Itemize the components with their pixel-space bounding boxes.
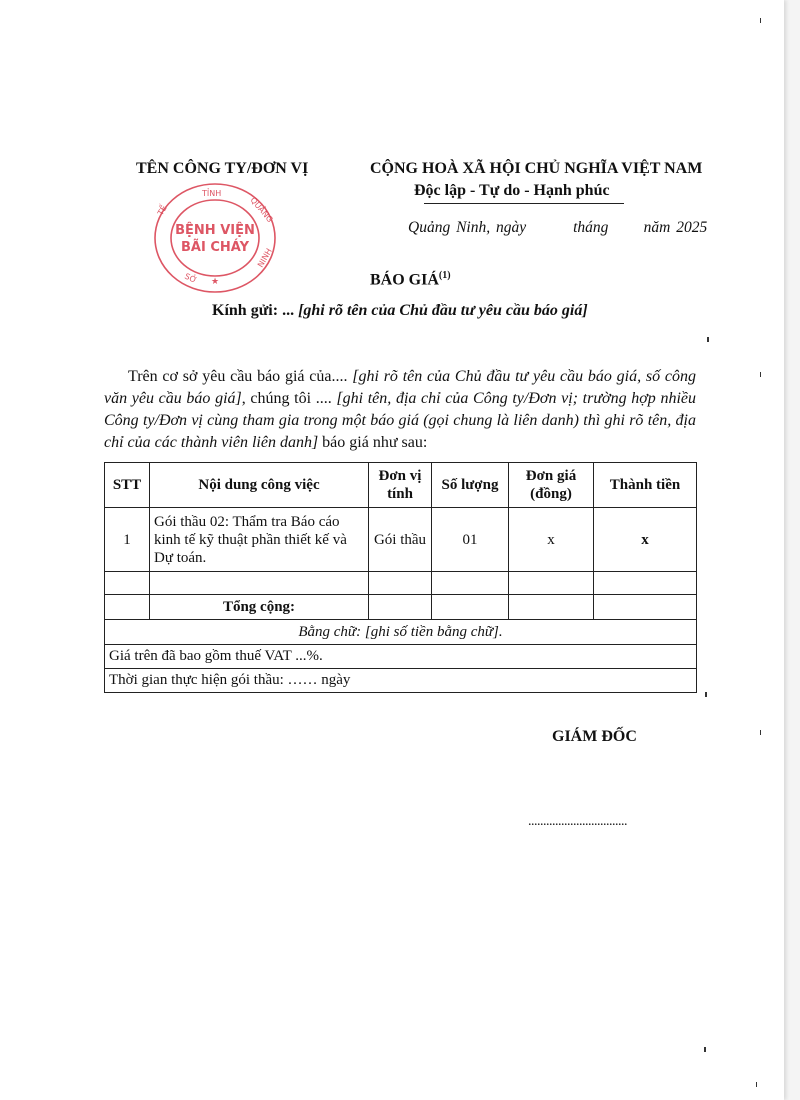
table-row-total [105, 595, 697, 620]
empty-cell [509, 595, 594, 620]
table-header-row [105, 463, 697, 508]
scan-speck [707, 337, 709, 342]
empty-cell [594, 595, 697, 620]
header-content: Nội dung công việc [150, 463, 369, 508]
empty-cell [150, 572, 369, 595]
empty-cell [369, 572, 432, 595]
amount-in-words: Bằng chữ: [ghi số tiền bằng chữ]. [105, 620, 697, 645]
empty-cell [594, 572, 697, 595]
intro-part3: , chúng tôi .... [241, 390, 337, 407]
vat-note: Giá trên đã bao gồm thuế VAT ...%. [105, 645, 697, 669]
seal-arc-bottom: SỞ [183, 271, 199, 286]
recipient-value: [ghi rõ tên của Chủ đầu tư yêu cầu báo giá] [298, 302, 588, 319]
cell-unit-price: x [509, 508, 594, 572]
signature-line: ................................. [528, 814, 627, 829]
table-row-vat [105, 645, 697, 669]
cell-unit: Gói thầu [369, 508, 432, 572]
duration-note: Thời gian thực hiện gói thầu: …… ngày [105, 669, 697, 693]
scan-speck [705, 692, 707, 697]
intro-part2: [ghi rõ tên của Chủ đầu tư yêu cầu báo giá, số công văn yêu cầu báo giá] [104, 368, 697, 407]
cell-stt: 1 [105, 508, 150, 572]
national-title: CỘNG HOÀ XÃ HỘI CHỦ NGHĨA VIỆT NAM [370, 160, 703, 177]
hospital-seal-stamp [150, 180, 280, 296]
header-unit-price: Đơn giá (đồng) [509, 463, 594, 508]
seal-line2: BÃI CHÁY [181, 240, 249, 255]
seal-arc-left: TẾ [155, 203, 169, 217]
seal-arc-right2: NINH [255, 246, 274, 269]
empty-cell [432, 572, 509, 595]
scan-speck [756, 1082, 757, 1087]
empty-cell [369, 595, 432, 620]
company-name: TÊN CÔNG TY/ĐƠN VỊ [136, 160, 309, 177]
scan-speck [760, 18, 761, 23]
document-title [370, 270, 451, 289]
intro-part1: Trên cơ sở yêu cầu báo giá của.... [128, 368, 353, 385]
title-footnote: (1) [438, 270, 451, 281]
seal-line1: BỆNH VIỆN [175, 223, 255, 238]
header-quantity: Số lượng [432, 463, 509, 508]
table-row [105, 508, 697, 572]
scan-speck [760, 730, 761, 735]
quotation-table [104, 462, 697, 693]
seal-arc-right: QUẢNG [248, 195, 275, 225]
header-unit: Đơn vị tính [369, 463, 432, 508]
document-title-text: BÁO GIÁ [370, 271, 439, 289]
empty-cell [509, 572, 594, 595]
intro-part4: [ghi tên, địa chỉ của Công ty/Đơn vị; trường hợp nhiều Công ty/Đơn vị cùng tham gia trong một báo giá (gọi chung là liên danh) thì ghi rõ tên, địa chỉ của các thành viên liên danh] [104, 390, 696, 451]
motto-underline [424, 203, 624, 204]
place-date: Quảng Ninh, ngày tháng năm 2025 [408, 219, 708, 236]
table-row-duration [105, 669, 697, 693]
intro-paragraph [104, 366, 696, 454]
intro-part5: báo giá như sau: [318, 434, 428, 451]
national-motto: Độc lập - Tự do - Hạnh phúc [414, 182, 610, 199]
scan-speck [704, 1047, 706, 1052]
recipient-line [212, 302, 588, 320]
recipient-label: Kính gửi: ... [212, 302, 299, 319]
cell-amount: x [594, 508, 697, 572]
svg-text:★: ★ [210, 277, 220, 287]
seal-arc-top: TỈNH [202, 189, 222, 198]
empty-cell [105, 595, 150, 620]
header-stt: STT [105, 463, 150, 508]
total-label: Tổng cộng: [150, 595, 369, 620]
cell-quantity: 01 [432, 508, 509, 572]
table-row-empty [105, 572, 697, 595]
table-row-in-words [105, 620, 697, 645]
empty-cell [105, 572, 150, 595]
scan-speck [760, 372, 761, 377]
header-amount: Thành tiền [594, 463, 697, 508]
empty-cell [432, 595, 509, 620]
cell-content: Gói thầu 02: Thẩm tra Báo cáo kinh tế kỹ thuật phần thiết kế và Dự toán. [150, 508, 369, 572]
signature-title: GIÁM ĐỐC [552, 728, 637, 745]
